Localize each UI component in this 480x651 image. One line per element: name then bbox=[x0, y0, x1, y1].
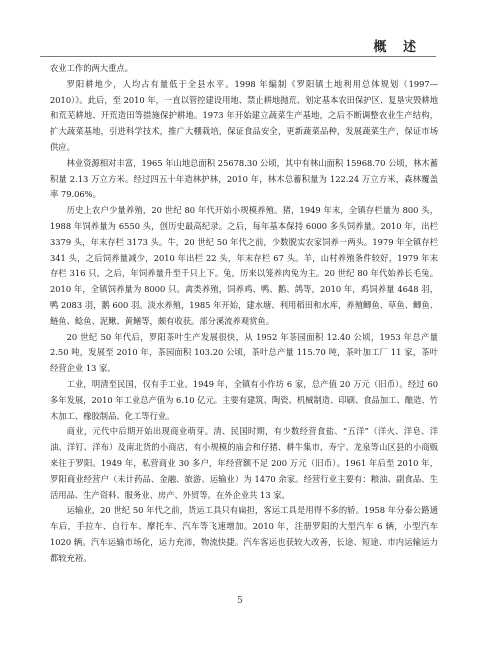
paragraph: 工业，明清至民国，仅有手工业。1949 年，全镇有小作坊 6 家，总产值 20 万元（旧币）。经过 60 多年发展，2010 年工业总产值为 6.10 亿元。主要有建筑、陶瓷、机械制造、印刷、食品加工、酿造、竹木加工、橡胶制品、化工等行业。 bbox=[50, 378, 438, 421]
paragraph: 农业工作的两大重点。 bbox=[50, 63, 133, 73]
chapter-title: 概 述 bbox=[373, 40, 422, 55]
paragraph: 商业，元代中后期开始出现商业萌芽。清、民国时期，有少数经营食盐、“五洋”（洋火、洋皂、洋油、洋钉、洋布）及南北货的小商店，有小规模的庙会和仔猪、耕牛集市，寿宁、龙泉等山区县的小商贩来往于罗阳。1949 年，私营商业 30 多户，年经营额不足 200 万元（旧币）。1961 年后至 2010 年，罗阳商业经营户（未计药品、金融、旅游、运输业）为 1470 余家。经营行业主要有：粮油、副食品、生活用品、生产资料、服务业、房产、外贸等。在外企业共 13 家。 bbox=[50, 426, 438, 500]
running-header bbox=[40, 34, 436, 57]
paragraph: 历史上农户少量养殖，20 世纪 80 年代开始小规模养殖。猪，1949 年末，全镇存栏量为 800 头，1988 年饲养量为 6550 头，创历史最高纪录。之后，每年基本保持 6000 多头饲养量。2010 年，出栏 3379 头，年末存栏 3173 头。牛，20 世纪 50 年代之前，少数脱实农家饲养一两头。1979 年全镇存栏 341 头，之后饲养量减少，2010 年出栏 22 头，年末存栏 67 头。羊，山村养殖条件较好，1979 年末存栏 316 只，之后，年饲养量升至千只上下。兔，历来以笼养肉兔为主。20 世纪 80 年代始养长毛兔。2010 年，全镇饲养量为 8000 只。禽类养殖，饲养鸡、鸭、鹅、鸽等，2010 年，鸡饲养量 4648 羽，鸭 2083 羽，鹅 600 羽。淡水养殖，1985 年开始，建水塘、利用稻田和水库，养殖鲫鱼、草鱼、鲫鱼、鲢鱼、鲶鱼、泥鳅、黄鳝等，颇有收获。部分溪流养观赏鱼。 bbox=[50, 205, 438, 326]
page-number: 5 bbox=[237, 596, 243, 606]
paragraph: 运输业，20 世纪 50 年代之前，货运工具只有扁担，客运工具是用得不多的轿。1958 年分泰公路通车后，手拉车、自行车、摩托车、汽车等飞速增加。2010 年，注册罗阳的大型汽车 6 辆，小型汽车 1020 辆。汽车运输市场化，运力充沛，物流快捷。汽车客运也获较大改善，长途、短途、市内运输运力都较充裕。 bbox=[50, 505, 438, 563]
paragraph: 20 世纪 50 年代后，罗阳茶叶生产发展很快，从 1952 年茶园面积 12.40 公顷，1953 年总产量 2.50 吨，发展至 2010 年，茶园面积 103.20 公顷，茶叶总产量 115.70 吨，茶叶加工厂 11 家，茶叶经营企业 13 家。 bbox=[50, 331, 438, 374]
paragraph: 林业资源相对丰富，1965 年山地总面积 25678.30 公顷，其中有林山面积 15968.70 公顷，林木蓄积量 2.13 万立方米。经过四五十年造林护林，2010 年，林木总蓄积量为 122.24 万立方米，森林覆盖率 79.06%。 bbox=[50, 157, 438, 200]
body-text bbox=[50, 61, 438, 567]
paragraph: 罗阳耕地少，人均占有量低于全县水平。1998 年编制《罗阳镇土地利用总体规划（1997—2010）》。此后，至 2010 年，一直以管控建设用地、禁止耕地抛荒、划定基本农田保护区、复垦灾毁耕地和荒芜耕地、开荒造田等措施保护耕地。1973 年开始建立蔬菜生产基地，之后不断调整农业生产结构，扩大蔬菜基地，引进科学技术，推广大棚栽培，保证食品安全，更新蔬菜品种，发展蔬菜生产，保证市场供应。 bbox=[50, 78, 438, 152]
